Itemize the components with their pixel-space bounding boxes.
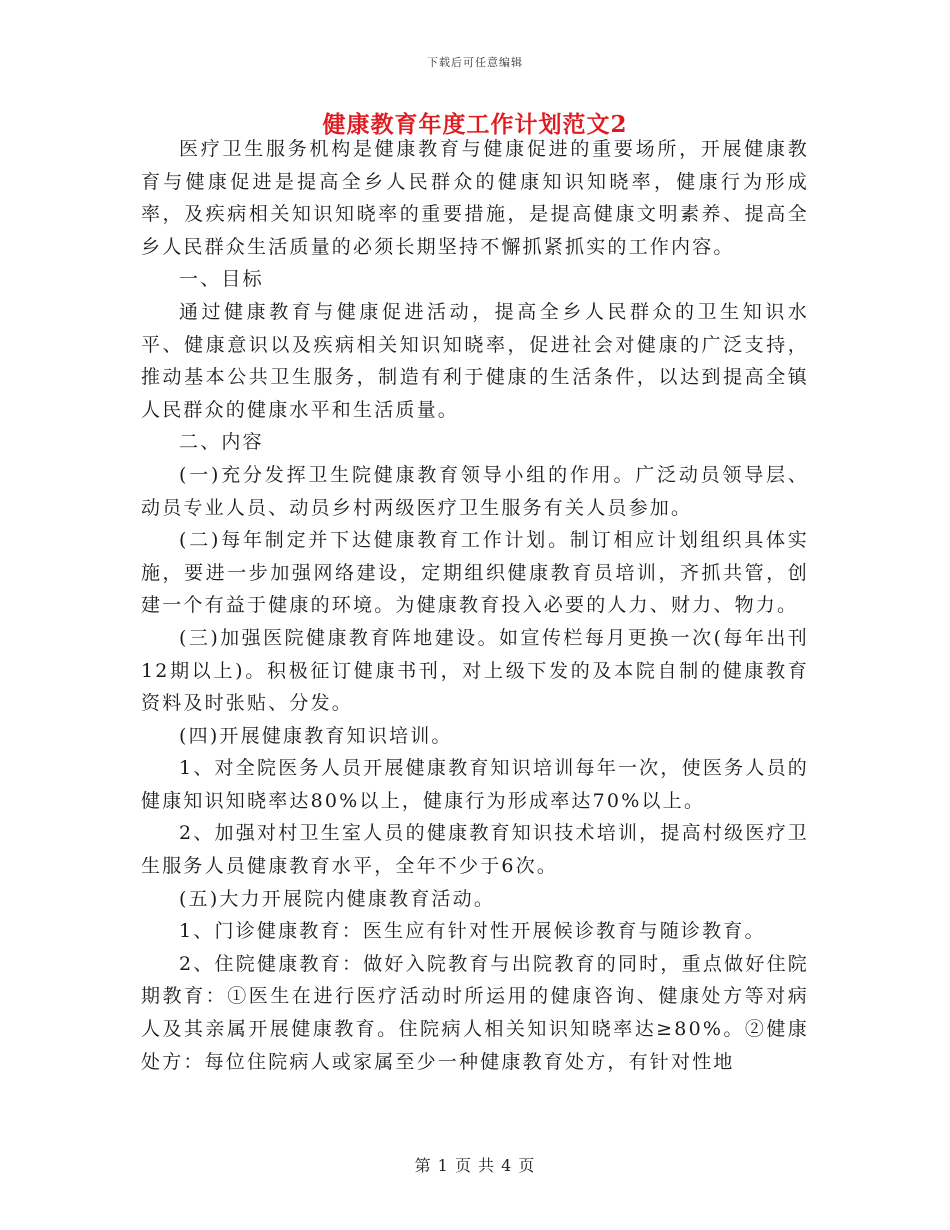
content-item-3: (三)加强医院健康教育阵地建设。如宣传栏每月更换一次(每年出刊12期以上)。积极征订健康书刊，对上级下发的及本院自制的健康教育资料及时张贴、分发。: [141, 626, 809, 715]
activity-item-2: 2、住院健康教育：做好入院教育与出院教育的同时，重点做好住院期教育：①医生在进行医疗活动时所运用的健康咨询、健康处方等对病人及其亲属开展健康教育。住院病人相关知识知晓率达≥80%。②健康处方：每位住院病人或家属至少一种健康教育处方，有针对性地: [141, 952, 809, 1073]
content-item-4: (四)开展健康教育知识培训。: [179, 724, 453, 747]
document-title: 健康教育年度工作计划范文2: [322, 111, 628, 138]
document-body: [141, 133, 809, 1078]
section-heading-content: 二、内容: [179, 431, 264, 454]
header-note: 下载后可任意编辑: [427, 56, 523, 69]
content-item-5: (五)大力开展院内健康教育活动。: [179, 887, 496, 910]
page-number-footer: 第 1 页 共 4 页: [414, 1156, 536, 1175]
content-item-2: (二)每年制定并下达健康教育工作计划。制订相应计划组织具体实施，要进一步加强网络建设，定期组织健康教育员培训，齐抓共管，创建一个有益于健康的环境。为健康教育投入必要的人力、财力、物力。: [141, 529, 809, 617]
intro-paragraph: 医疗卫生服务机构是健康教育与健康促进的重要场所，开展健康教育与健康促进是提高全乡人民群众的健康知识知晓率，健康行为形成率，及疾病相关知识知晓率的重要措施，是提高健康文明素养、提高全乡人民群众生活质量的必须长期坚持不懈抓紧抓实的工作内容。: [141, 138, 809, 258]
training-item-1: 1、对全院医务人员开展健康教育知识培训每年一次，使医务人员的健康知识知晓率达80%以上，健康行为形成率达70%以上。: [141, 757, 809, 812]
section-heading-goals: 一、目标: [179, 268, 264, 291]
goals-paragraph: 通过健康教育与健康促进活动，提高全乡人民群众的卫生知识水平、健康意识以及疾病相关知识知晓率，促进社会对健康的广泛支持，推动基本公共卫生服务，制造有利于健康的生活条件，以达到提高全镇人民群众的健康水平和生活质量。: [141, 300, 809, 421]
content-item-1: (一)充分发挥卫生院健康教育领导小组的作用。广泛动员领导层、动员专业人员、动员乡村两级医疗卫生服务有关人员参加。: [141, 463, 809, 519]
activity-item-1: 1、门诊健康教育：医生应有针对性开展候诊教育与随诊教育。: [179, 920, 766, 943]
training-item-2: 2、加强对村卫生室人员的健康教育知识技术培训，提高村级医疗卫生服务人员健康教育水平，全年不少于6次。: [141, 822, 809, 878]
